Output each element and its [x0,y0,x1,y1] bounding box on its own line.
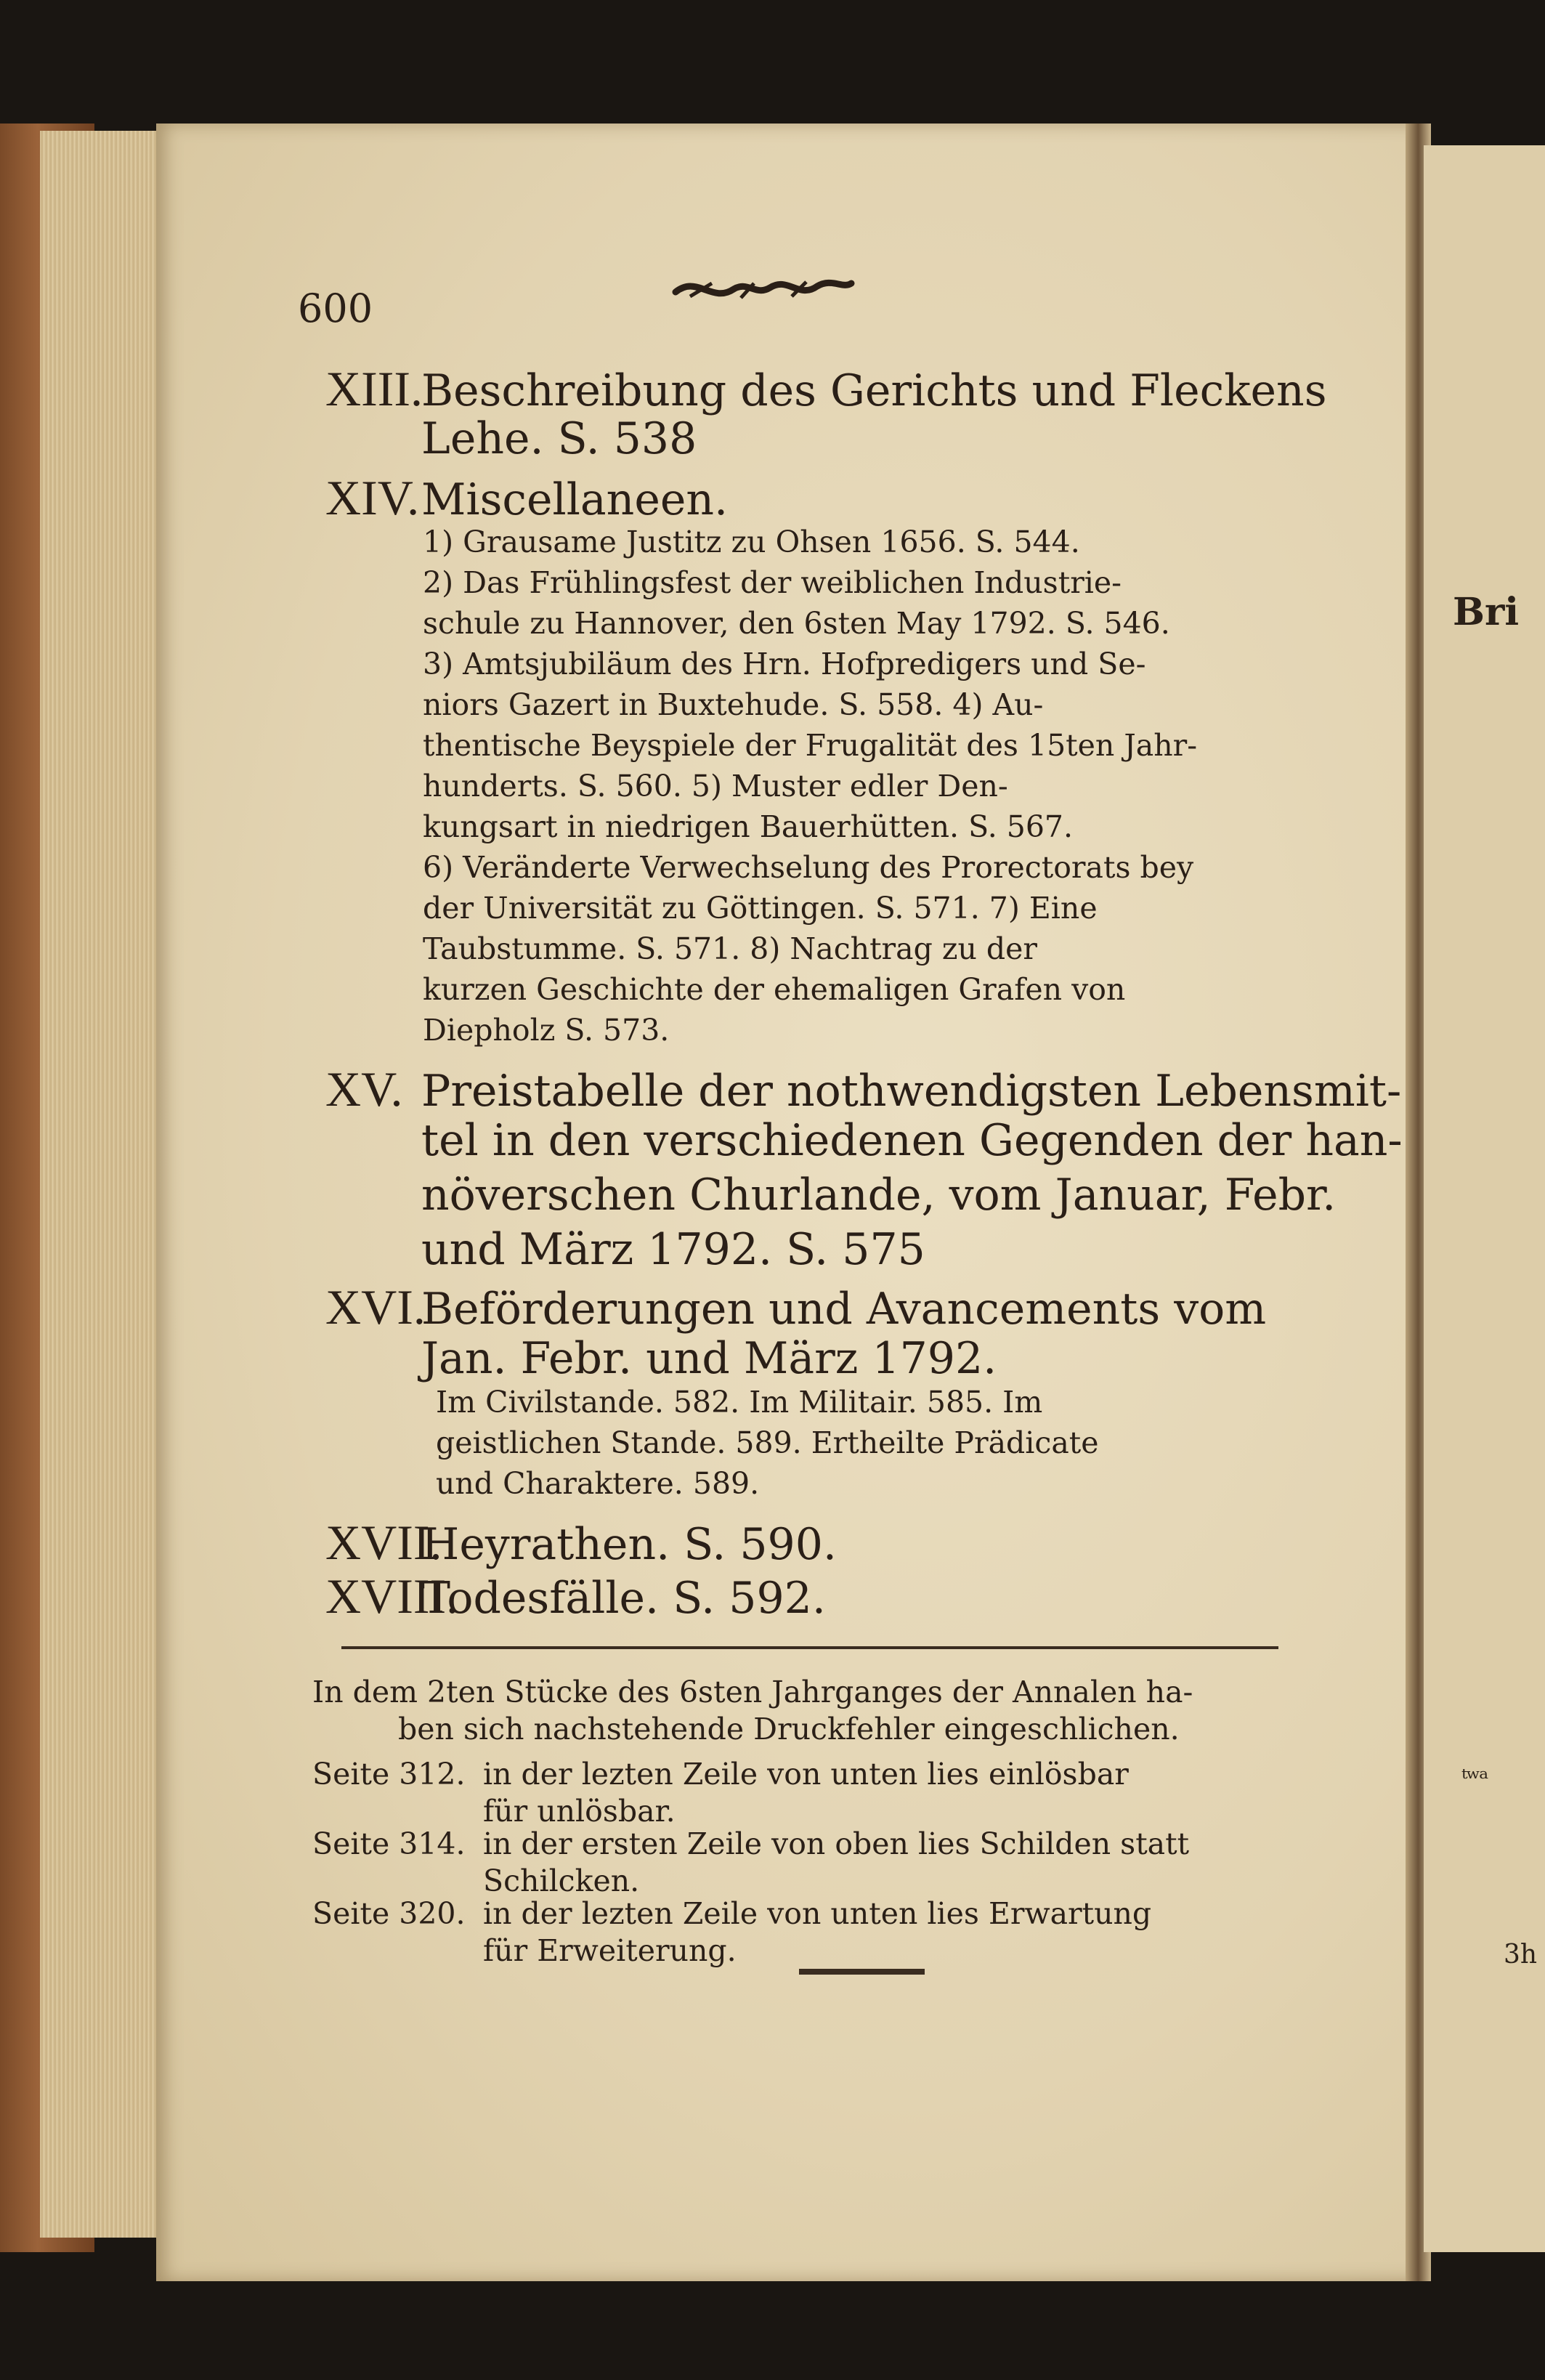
entry-xv-line: und März 1792. S. 575 [421,1224,925,1275]
entry-xiii-line: Lehe. S. 538 [421,413,697,464]
miscellaneen-line: Taubstumme. S. 571. 8) Nachtrag zu der [423,931,1038,966]
adjacent-fragment: Bri [1453,590,1520,634]
entry-xvii-line: XVII.Heyrathen. S. 590. [325,1515,837,1570]
miscellaneen-line: thentische Beyspiele der Frugalität des 15ten Jahr- [423,728,1198,763]
entry-xiv-line: XIV.Miscellaneen. [325,470,729,525]
entry-xvi-line: Jan. Febr. und März 1792. [421,1333,997,1384]
page-edges [40,131,163,2238]
errata-item: für unlösbar. [483,1794,676,1829]
entry-numeral: XV. [325,1061,403,1117]
errata-page: Seite 314. [312,1826,466,1861]
errata-intro: ben sich nachstehende Druckfehler eingeschlichen. [398,1712,1180,1746]
adjacent-fragment: 3h [1504,1940,1538,1970]
adjacent-page [1424,145,1545,2252]
errata-item: Schilcken. [483,1863,640,1898]
miscellaneen-line: 1) Grausame Justitz zu Ohsen 1656. S. 544. [423,525,1080,559]
beförderungen-line: geistlichen Stande. 589. Ertheilte Prädicate [436,1425,1099,1460]
errata-item: Seite 320. in der lezten Zeile von unten lies Erwartung [312,1896,1152,1931]
adjacent-fragment: ᵗʷᵃ [1461,1764,1488,1793]
entry-numeral: XVII. [325,1515,442,1570]
errata-item: Seite 312. in der lezten Zeile von unten lies einlösbar [312,1757,1129,1792]
entry-numeral: XVI. [325,1279,426,1335]
miscellaneen-line: hunderts. S. 560. 5) Muster edler Den- [423,769,1008,804]
end-rule [799,1969,925,1975]
errata-page: Seite 312. [312,1757,466,1792]
entry-numeral: XIII. [325,361,423,416]
entry-xvi-line: XVI.Beförderungen und Avancements vom [325,1279,1267,1335]
section-divider [341,1646,1278,1649]
page-number: 600 [298,286,373,331]
entry-xiii-line: XIII.Beschreibung des Gerichts und Fleckens [325,361,1327,416]
miscellaneen-line: 6) Veränderte Verwechselung des Prorectorats bey [423,850,1194,885]
entry-numeral: XVIII. [325,1569,459,1624]
entry-xv-line: tel in den verschiedenen Gegenden der han- [421,1115,1403,1166]
miscellaneen-line: Diepholz S. 573. [423,1013,670,1048]
miscellaneen-line: kurzen Geschichte der ehemaligen Grafen von [423,972,1126,1007]
beförderungen-line: Im Civilstande. 582. Im Militair. 585. Im [436,1385,1043,1420]
entry-xv-line: növerschen Churlande, vom Januar, Febr. [421,1170,1337,1221]
entry-xv-line: XV. Preistabelle der nothwendigsten Lebensmit- [325,1061,1402,1117]
entry-xviii-line: XVIII.Todesfälle. S. 592. [325,1569,826,1624]
miscellaneen-line: der Universität zu Göttingen. S. 571. 7) Eine [423,891,1098,926]
errata-page: Seite 320. [312,1896,466,1931]
miscellaneen-line: niors Gazert in Buxtehude. S. 558. 4) Au- [423,687,1044,722]
errata-intro: In dem 2ten Stücke des 6sten Jahrganges der Annalen ha- [312,1675,1193,1709]
errata-item: Seite 314. in der ersten Zeile von oben lies Schilden statt [312,1826,1190,1861]
miscellaneen-line: schule zu Hannover, den 6sten May 1792. S. 546. [423,606,1170,641]
beförderungen-line: und Charaktere. 589. [436,1466,760,1501]
entry-numeral: XIV. [325,470,420,525]
printers-ornament-icon [668,267,857,311]
miscellaneen-line: 2) Das Frühlingsfest der weiblichen Industrie- [423,565,1122,600]
miscellaneen-line: 3) Amtsjubiläum des Hrn. Hofpredigers und Se- [423,647,1146,681]
miscellaneen-line: kungsart in niedrigen Bauerhütten. S. 567. [423,809,1074,844]
errata-item: für Erweiterung. [483,1933,737,1968]
